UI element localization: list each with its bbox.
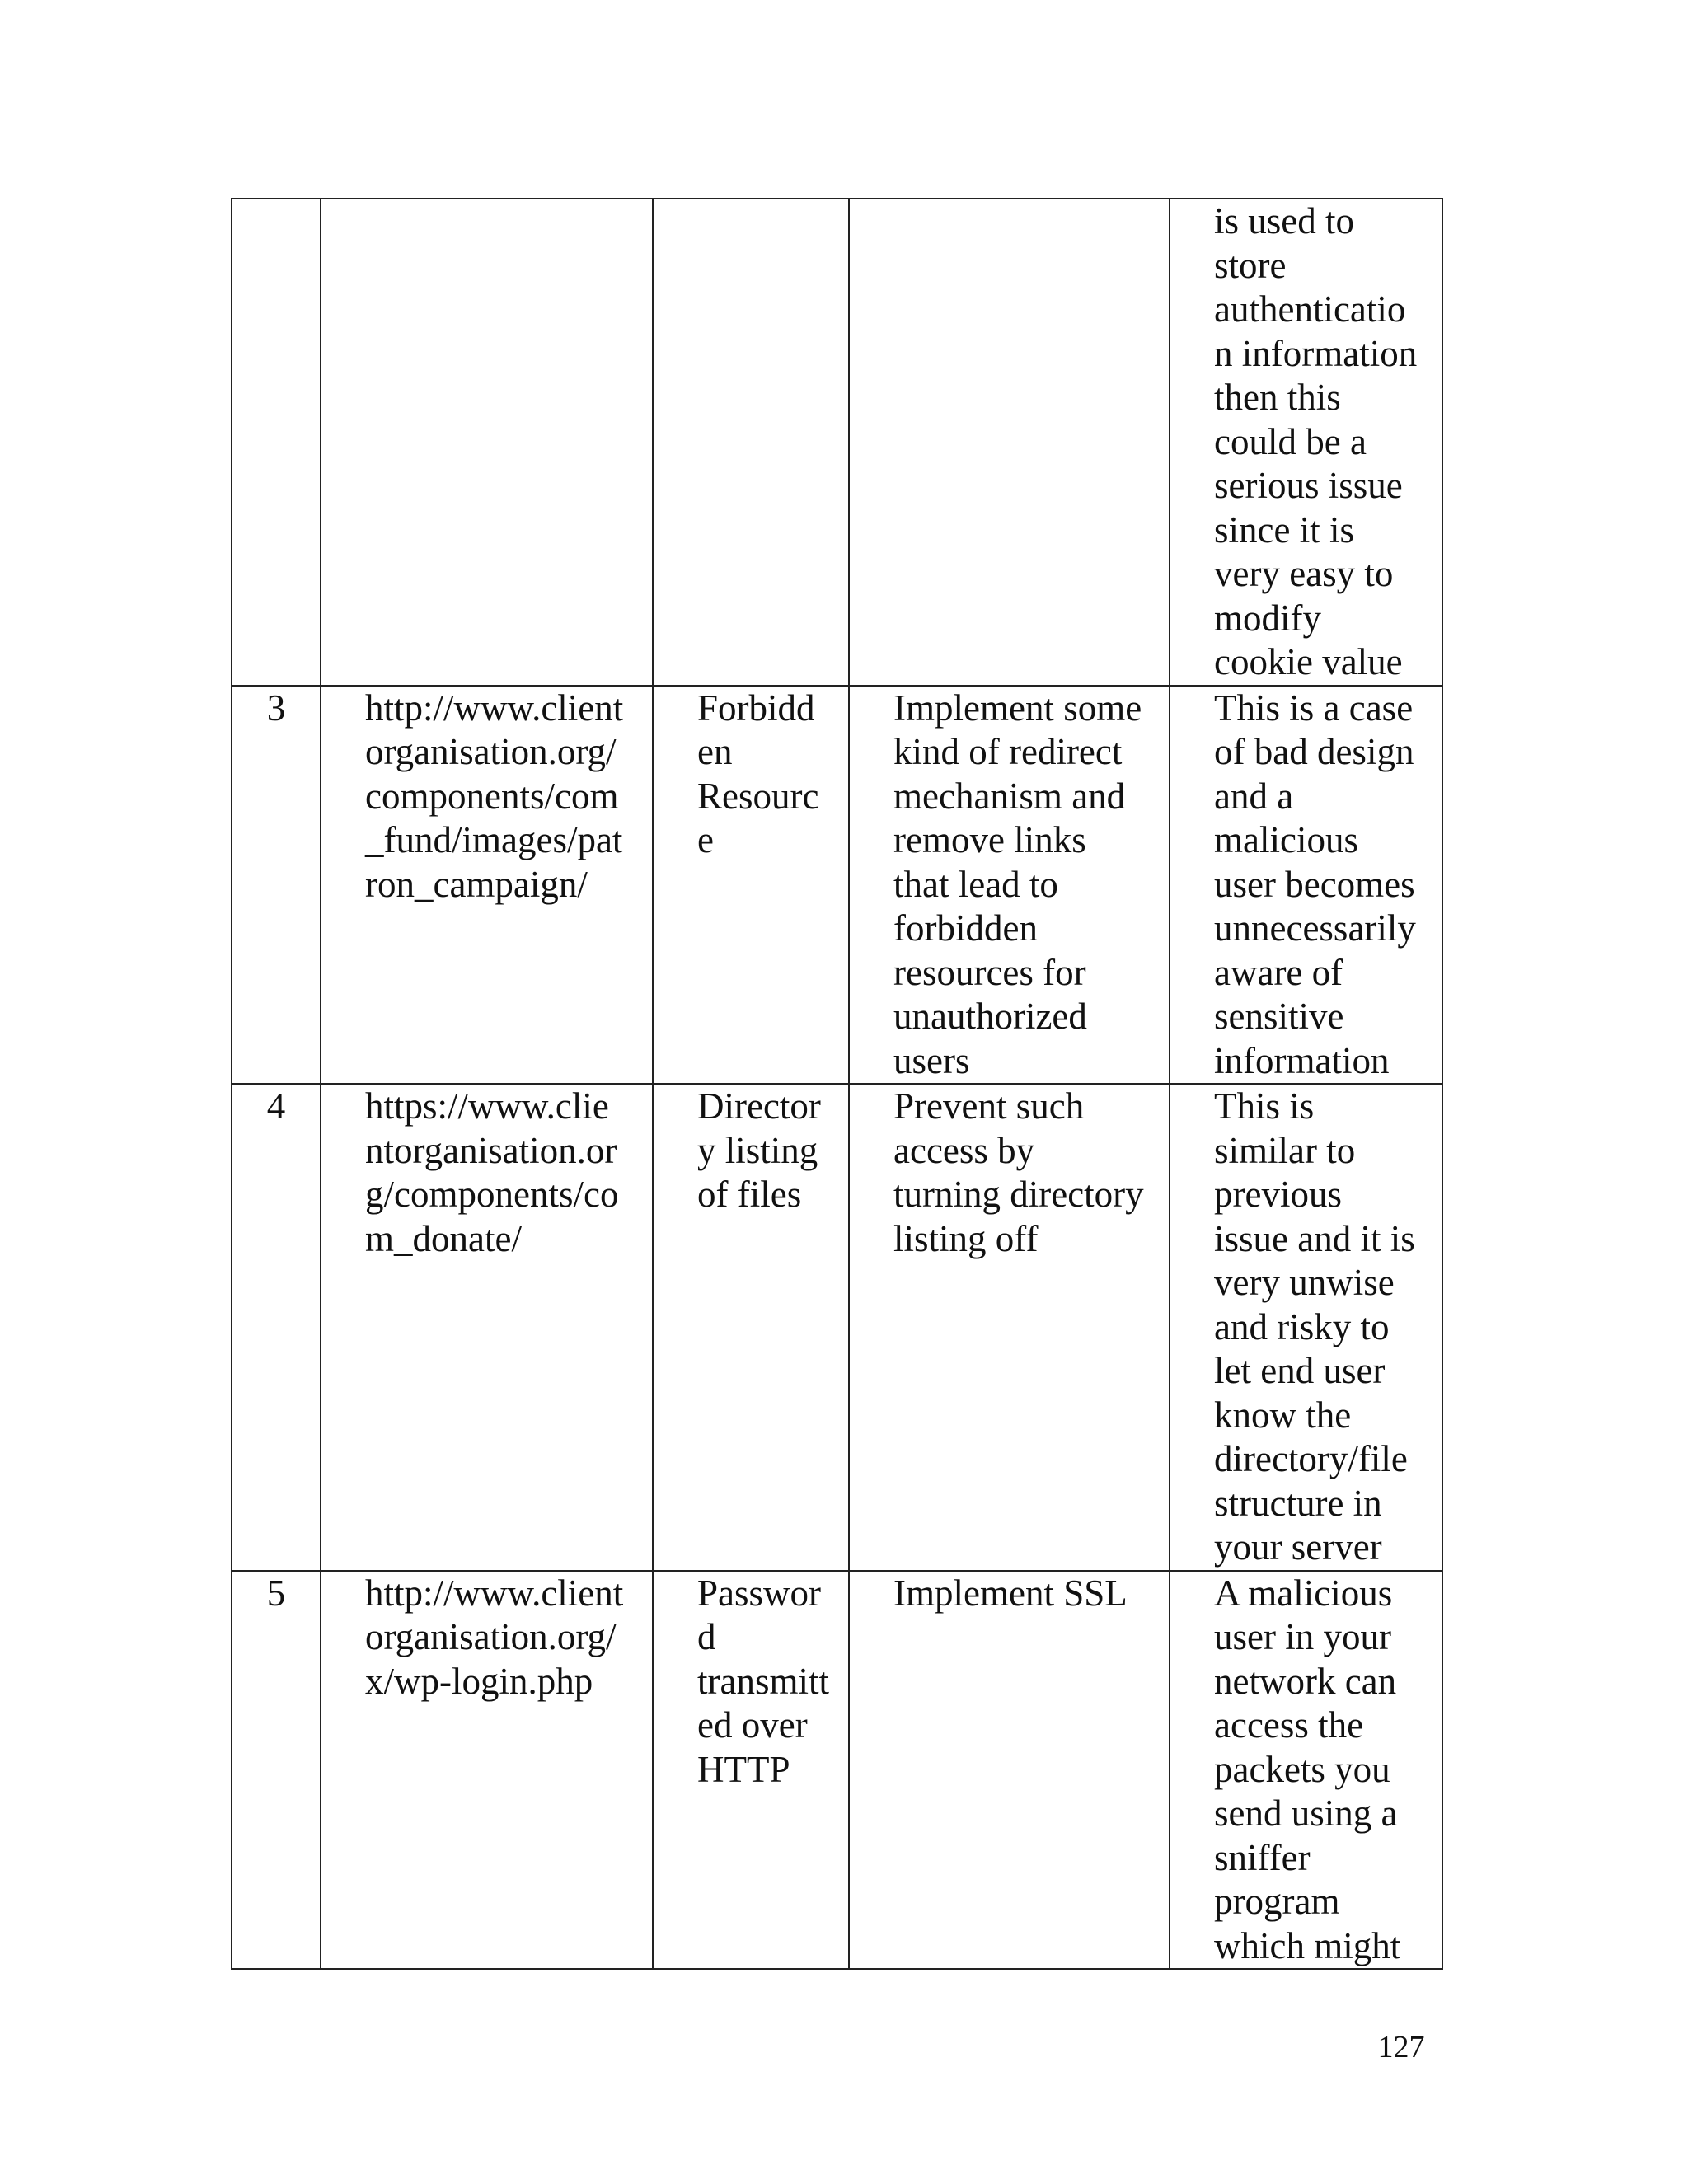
remediation-cell: Prevent such access by turning directory listing off — [849, 1084, 1170, 1571]
url-cell: https://www.clie ntorganisation.or g/components/co m_donate/ — [321, 1084, 653, 1571]
remediation-cell — [849, 199, 1170, 686]
impact-cell: This is similar to previous issue and it is very unwise and risky to let end user know the directory/file structure in your server — [1170, 1084, 1442, 1571]
row-number-cell — [232, 199, 321, 686]
table-row — [232, 199, 1442, 686]
page-number: 127 — [1377, 2030, 1425, 2064]
url-cell: http://www.client organisation.org/ components/com _fund/images/pat ron_campaign/ — [321, 686, 653, 1085]
url-cell — [321, 199, 653, 686]
url-cell: http://www.client organisation.org/ x/wp-login.php — [321, 1571, 653, 1970]
impact-cell: A malicious user in your network can access the packets you send using a sniffer program which might — [1170, 1571, 1442, 1970]
remediation-cell: Implement SSL — [849, 1571, 1170, 1970]
table-row — [232, 1084, 1442, 1571]
table-row — [232, 1571, 1442, 1970]
impact-cell: This is a case of bad design and a malicious user becomes unnecessarily aware of sensitive information — [1170, 686, 1442, 1085]
issue-cell: Forbidd en Resourc e — [653, 686, 849, 1085]
issue-cell — [653, 199, 849, 686]
impact-cell: is used to store authenticatio n information then this could be a serious issue since it is very easy to modify cookie value — [1170, 199, 1442, 686]
vulnerability-table — [231, 198, 1443, 1970]
issue-cell: Passwor d transmitt ed over HTTP — [653, 1571, 849, 1970]
remediation-cell: Implement some kind of redirect mechanism and remove links that lead to forbidden resources for unauthorized users — [849, 686, 1170, 1085]
row-number-cell: 5 — [232, 1571, 321, 1970]
row-number-cell: 3 — [232, 686, 321, 1085]
issue-cell: Director y listing of files — [653, 1084, 849, 1571]
table-row — [232, 686, 1442, 1085]
row-number-cell: 4 — [232, 1084, 321, 1571]
